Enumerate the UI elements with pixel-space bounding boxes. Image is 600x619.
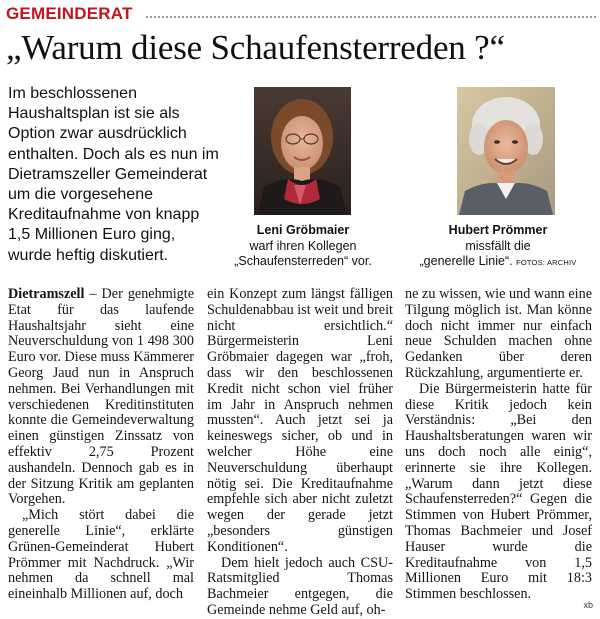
- caption-name: Hubert Prömmer: [448, 223, 548, 237]
- article-paragraph: ne zu wissen, wie und wann eine Tilgung möglich ist. Man könne doch nicht immer nur einfach neue Schulden machen ohne Gedanken über deren Rückzahlung, argumentierte er.: [405, 286, 592, 381]
- headline: „Warum diese Schaufensterreden ?“: [6, 28, 505, 67]
- portrait-woman-image: [254, 87, 351, 215]
- article-paragraph: [8, 287, 194, 508]
- caption-name: Leni Gröbmaier: [256, 223, 350, 237]
- lead-paragraph: Im beschlossenen Haushaltsplan ist sie als Option zwar ausdrücklich enthalten. Doch als es nun im Dietramszeller Gemeinderat um die vorgesehene Kreditaufnahme von knapp 1,5 Millionen Euro ging, wurde heftig diskutiert.: [8, 85, 219, 264]
- article-column-1: [8, 287, 194, 603]
- article-paragraph: Die Bürgermeisterin hatte für diese Kritik jedoch kein Verständnis: „Bei den Haushaltsberatungen waren wir uns doch noch alle einig“, erinnerte sie ihre Kollegen. „Warum dann jetzt diese Schaufensterreden?“ Gegen die Stimmen von Hubert Prömmer, Thomas Bachmeier und Josef Hauser wurde die Kreditaufnahme von 1,5 Millionen Euro mit 18:3 Stimmen beschlossen.: [405, 380, 592, 603]
- section-kicker: GEMEINDERAT: [6, 4, 133, 23]
- portrait-man-image: [457, 87, 555, 215]
- author-signature: xb: [583, 600, 593, 610]
- article-column-2: [207, 287, 393, 619]
- article-paragraph: ein Konzept zum längst fälligen Schuldenabbau ist weit und breit nicht ersichtlich.“ Bürgermeisterin Leni Gröbmaier dagegen war „froh, dass wir den beschlossenen Kredit nicht schon viel früher im Jahr in Anspruch nehmen mussten“. Auch jetzt sei ja keineswegs sicher, ob und in welcher Höhe eine Neuverschuldung überhaupt nötig sei. Die Kreditaufnahme empfehle sich aber nicht zuletzt wegen der gerade jetzt „besonders günstigen Konditionen“.: [207, 286, 393, 555]
- caption-text-line: missfällt die: [465, 238, 531, 253]
- caption-text-line: warf ihren Kollegen: [249, 238, 357, 253]
- caption-quote: „generelle Linie“.: [419, 254, 513, 268]
- dateline: Dietramszell: [8, 286, 85, 302]
- article-column-3: [405, 287, 592, 603]
- caption-text-line: [400, 254, 596, 271]
- article-text: – Der genehmigte Etat für das laufende Haushaltsjahr sieht eine Neuverschuldung von 1 498 300 Euro vor. Diese muss Kämmerer Georg Jaud nun in Anspruch nehmen. Bei Verhandlungen mit verschiedenen Kreditinstituten konnte die Gemeindeverwaltung einen günstigen Zinssatz von effektiv 2,75 Prozent aushandeln. Dennoch gab es in der Sitzung Kritik am geplanten Vorgehen.: [8, 286, 194, 508]
- photo-credit: FOTOS: ARCHIV: [516, 258, 577, 267]
- dotted-rule: [146, 16, 596, 18]
- photo-caption-1: [208, 223, 398, 270]
- photo-hubert-proemmer: [457, 87, 555, 215]
- article-paragraph: Dem hielt jedoch auch CSU-Ratsmitglied Thomas Bachmeier entgegen, die Gemeinde nehme Geld auf, oh-: [207, 554, 393, 618]
- article-paragraph: „Mich stört dabei die generelle Linie“, erklärte Grünen-Gemeinderat Hubert Prömmer mit Nachdruck. „Wir nehmen da schnell mal eineinhalb Millionen auf, doch: [8, 507, 194, 603]
- kicker-row: [6, 4, 596, 24]
- photo-leni-groebmaier: [254, 87, 351, 215]
- photo-caption-2: [400, 223, 596, 271]
- caption-text-line: „Schaufensterreden“ vor.: [234, 254, 372, 268]
